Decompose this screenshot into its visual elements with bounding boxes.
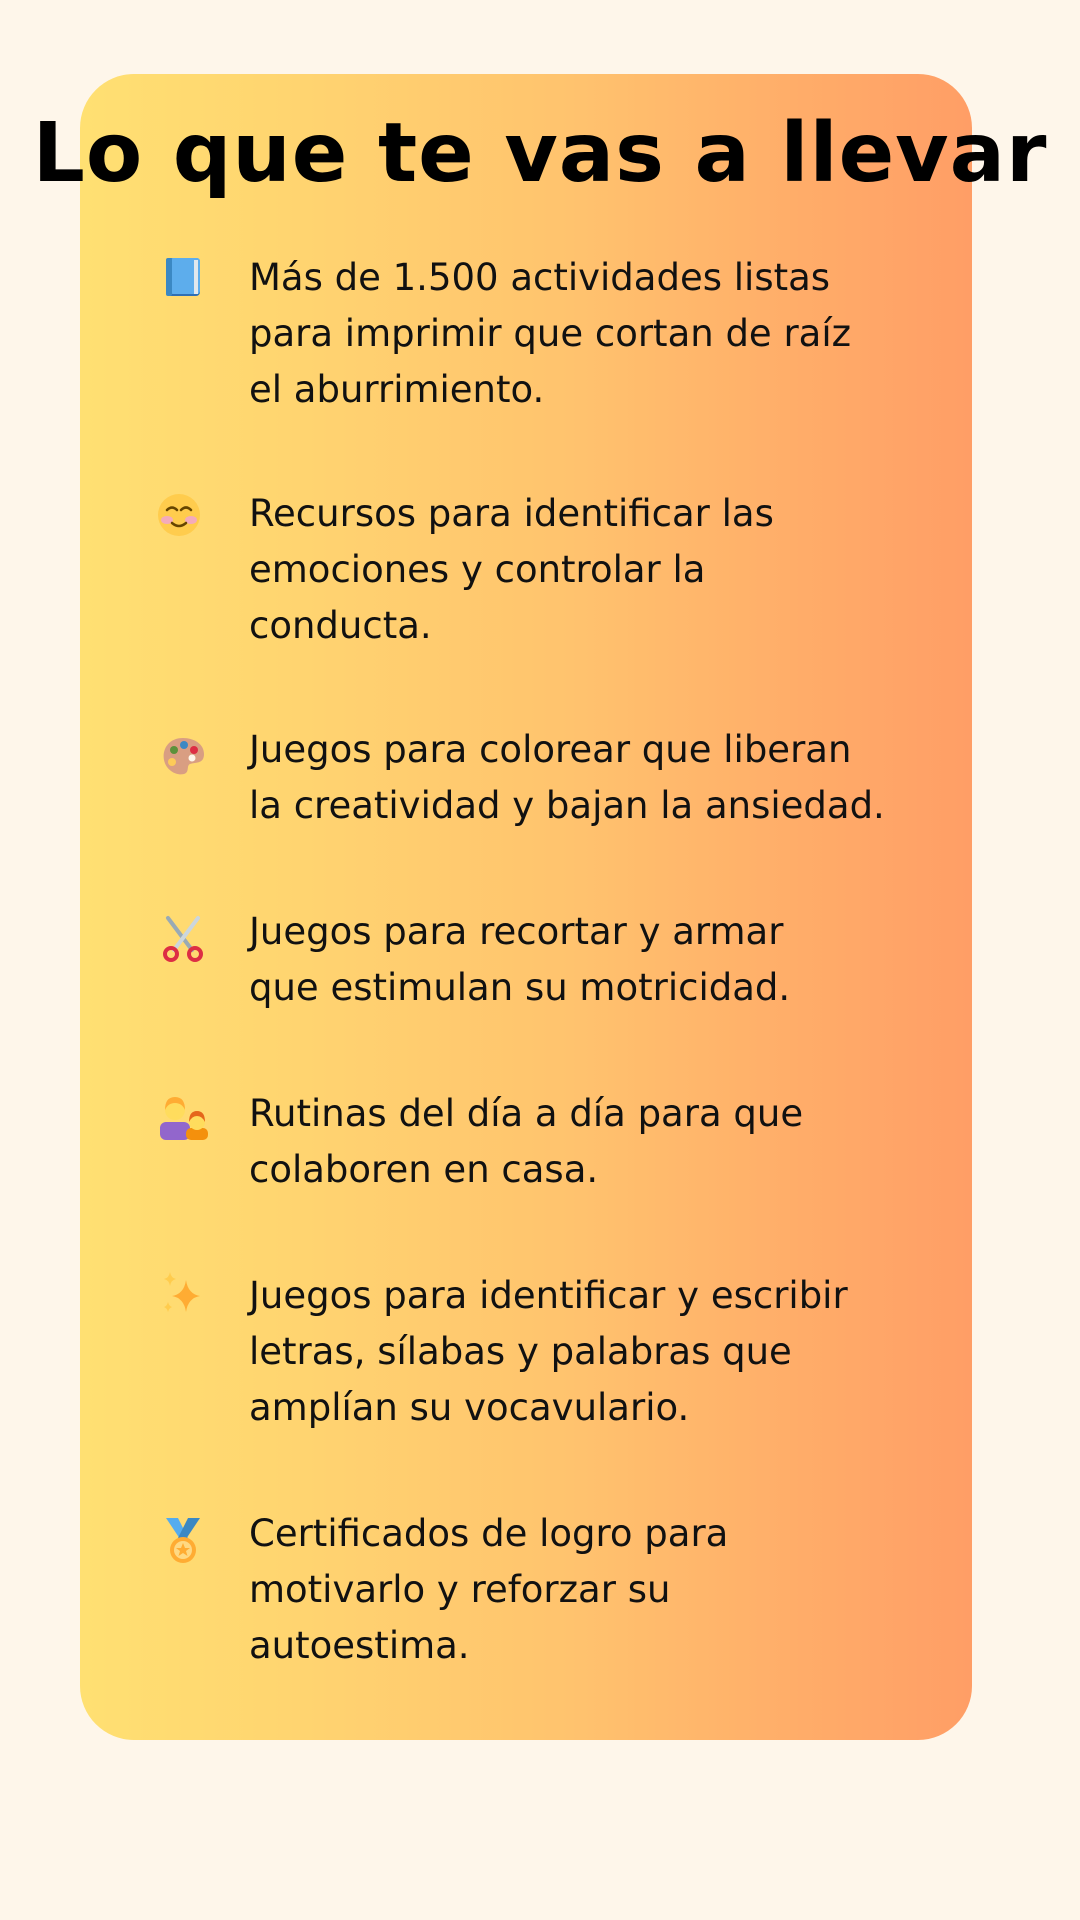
item-text: Juegos para colorear que liberan la creatividad y bajan la ansiedad. <box>249 728 885 827</box>
item-text: Rutinas del día a día para que colaboren en casa. <box>249 1092 804 1191</box>
family-icon <box>158 1092 214 1142</box>
palette-icon <box>158 732 208 782</box>
item-text: Recursos para identificar las emociones y controlar la conducta. <box>249 492 774 647</box>
sparkles-icon <box>158 1270 208 1320</box>
item-text: Más de 1.500 actividades listas para imprimir que cortan de raíz el aburrimiento. <box>249 256 852 411</box>
page-title: Lo que te vas a llevar <box>32 106 1048 201</box>
item-text: Certificados de logro para motivarlo y reforzar su autoestima. <box>249 1512 729 1667</box>
smiling-face-icon <box>154 490 204 540</box>
medal-icon <box>158 1516 208 1566</box>
book-icon <box>158 252 208 302</box>
item-text: Juegos para identificar y escribir letras, sílabas y palabras que amplían su vocavulario. <box>249 1274 848 1429</box>
item-text: Juegos para recortar y armar que estimulan su motricidad. <box>249 910 791 1009</box>
scissors-icon <box>158 914 208 964</box>
